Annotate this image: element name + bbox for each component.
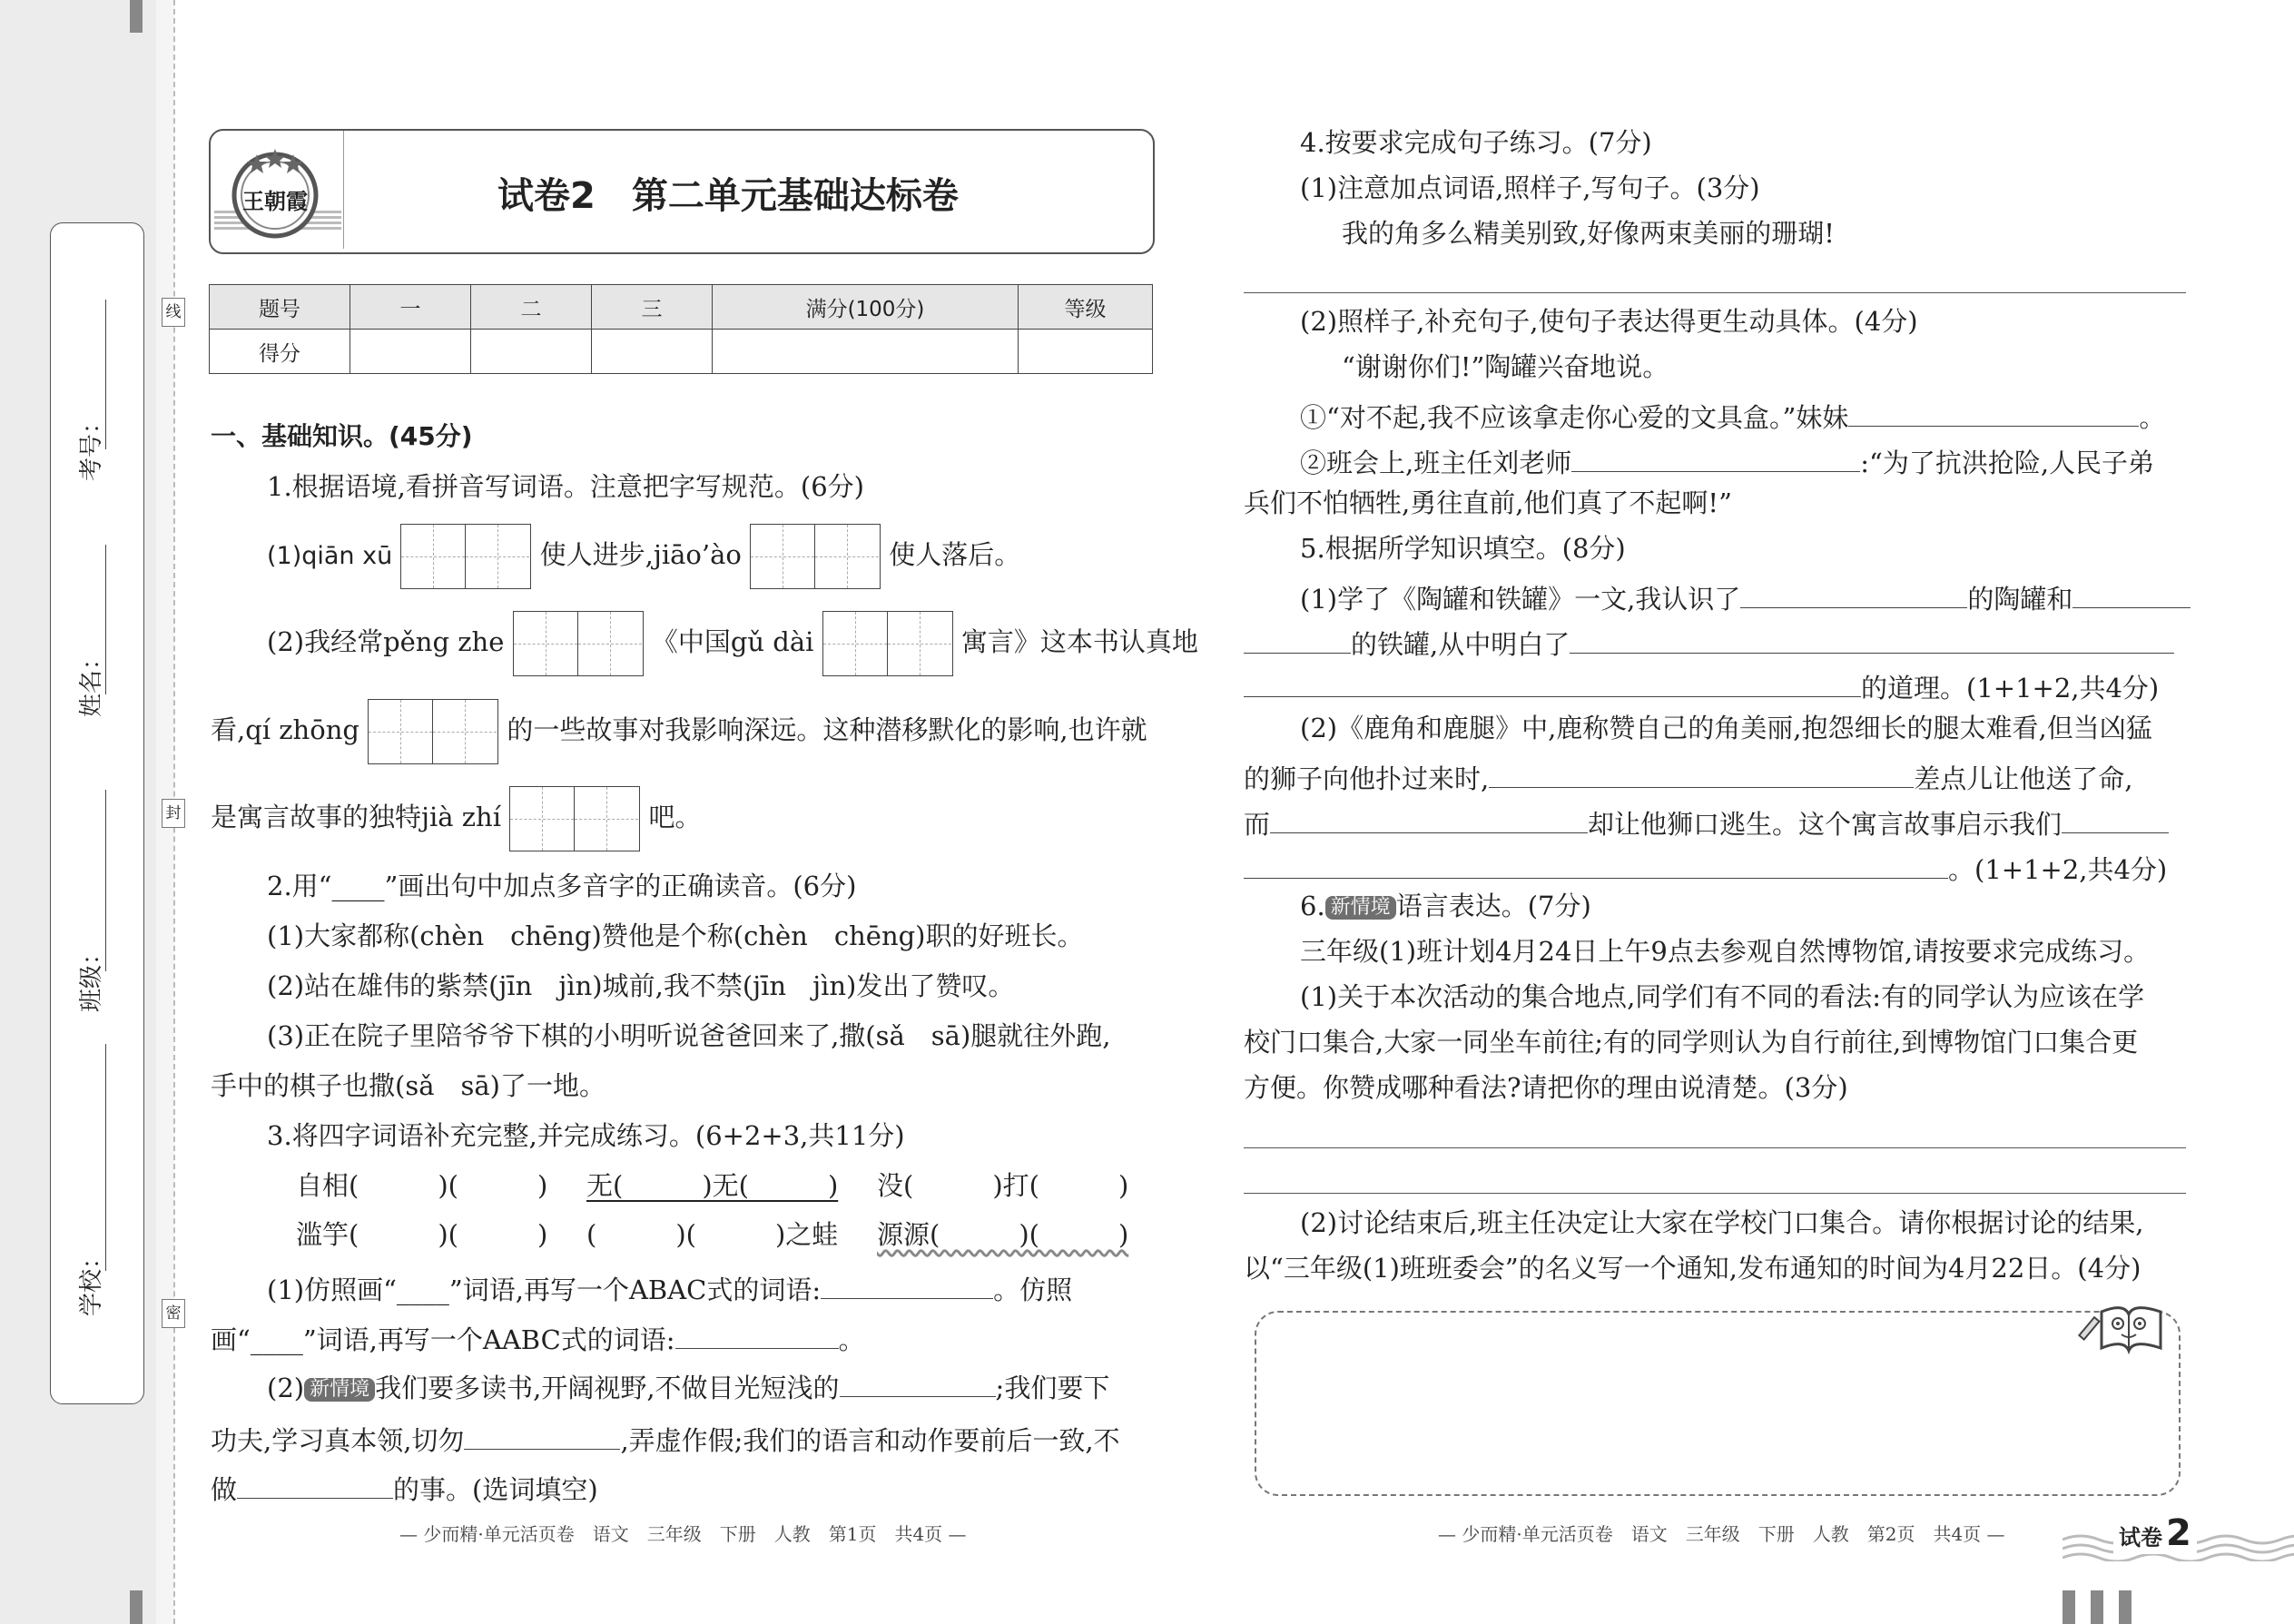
q3-sub-1b-text: 画“____”词语,再写一个AABC式的词语: xyxy=(211,1324,675,1355)
q5-text: 却让他狮口逃生。这个寓言故事启示我们 xyxy=(1588,809,2063,840)
question-2: 2.用“____”画出句中加点多音字的正确读音。(6分) xyxy=(267,871,857,901)
answer-line[interactable] xyxy=(1244,1193,2186,1194)
answer-blank[interactable] xyxy=(1571,445,1860,472)
q4-item-1: (1)注意加点词语,照样子,写句子。(3分) xyxy=(1300,172,1760,203)
q2-item-1: (1)大家都称(chèn chēng)赞他是个称(chèn chēng)职的好班长。 xyxy=(267,920,1084,951)
q4-item-2a xyxy=(1300,399,2165,431)
name-field[interactable] xyxy=(105,545,106,694)
score-header: 一 xyxy=(350,285,471,330)
binding-mark xyxy=(130,1590,143,1624)
question-6 xyxy=(1300,893,1591,920)
q4-item-2c: 兵们不怕牺牲,勇往直前,他们真了不起啊!” xyxy=(1244,487,1732,518)
answer-blank[interactable] xyxy=(675,1322,839,1349)
q3-sub-2b xyxy=(211,1422,1120,1454)
book-pencil-icon xyxy=(2074,1298,2174,1362)
answer-blank[interactable] xyxy=(1244,851,1948,879)
writing-grid[interactable] xyxy=(400,524,531,589)
q1-line-3 xyxy=(211,699,1147,764)
q3-sub-2c-text: 的事。(选词填空) xyxy=(393,1474,598,1505)
answer-blank[interactable] xyxy=(2062,806,2169,833)
question-4: 4.按要求完成句子练习。(7分) xyxy=(1300,127,1652,158)
right-footer: — 少而精·单元活页卷 语文 三年级 下册 人教 第2页 共4页 — xyxy=(1438,1523,2005,1545)
q3-sub-2b-text: 功夫,学习真本领,切勿 xyxy=(211,1425,465,1456)
q3-sub-2-num: (2) xyxy=(267,1373,305,1403)
idiom-5[interactable]: ( )( )之蛙 xyxy=(586,1219,839,1250)
header-logo-divider xyxy=(343,131,344,249)
idiom-2[interactable]: 无( )无( ) xyxy=(586,1170,839,1201)
answer-line[interactable] xyxy=(1244,1147,2186,1148)
q1-line-4 xyxy=(211,786,701,851)
q3-sub-1-text: 。仿照 xyxy=(993,1275,1073,1305)
idiom-3[interactable]: 没( )打( ) xyxy=(877,1170,1129,1201)
q1-text-2: 使人落后。 xyxy=(889,539,1021,570)
answer-blank[interactable] xyxy=(237,1471,393,1499)
logo xyxy=(225,145,325,245)
score-row-label: 得分 xyxy=(210,330,350,374)
notice-writing-box[interactable] xyxy=(1255,1311,2181,1496)
question-3: 3.将四字词语补充完整,并完成练习。(6+2+3,共11分) xyxy=(267,1120,905,1151)
q1-line-1 xyxy=(267,524,1020,589)
page-label-text: 试卷 xyxy=(2119,1525,2162,1550)
score-header: 二 xyxy=(471,285,592,330)
cut-seal-label: 封 xyxy=(162,799,185,828)
q4-example-2: “谢谢你们!”陶罐兴奋地说。 xyxy=(1342,351,1669,382)
cut-line-label: 线 xyxy=(162,298,185,327)
q4-item-2b xyxy=(1300,445,2154,477)
q3-sub-1b-text: 。 xyxy=(838,1324,865,1355)
q5-item-1 xyxy=(1300,581,2191,613)
q1-line-2 xyxy=(267,611,1198,676)
q1-text-7: 的一些故事对我影响深远。这种潜移默化的影响,也许就 xyxy=(507,714,1147,745)
q1-text-3: (2)我经常pěng zhe xyxy=(267,626,505,657)
score-cell[interactable] xyxy=(1019,330,1153,374)
idiom-4[interactable]: 滥竽( )( ) xyxy=(296,1219,548,1250)
q2-item-2: (2)站在雄伟的紫禁(jīn jìn)城前,我不禁(jīn jìn)发出了赞叹。 xyxy=(267,970,1015,1001)
q1-pinyin-1: (1)qiān xū xyxy=(267,542,393,570)
q6-text: 语言表达。(7分) xyxy=(1395,891,1591,921)
class-label: 班级： xyxy=(78,940,105,1012)
answer-blank[interactable] xyxy=(1740,581,1967,608)
name-label: 姓名： xyxy=(78,645,105,717)
answer-line[interactable] xyxy=(1244,292,2186,293)
score-cell[interactable] xyxy=(350,330,471,374)
cut-secret-label: 密 xyxy=(162,1299,185,1328)
q4-item-2b-text2: :“为了抗洪抢险,人民子弟 xyxy=(1860,448,2155,478)
answer-blank[interactable] xyxy=(1489,761,1914,788)
exam-no-label: 考号： xyxy=(78,409,105,481)
binding-mark xyxy=(2119,1590,2132,1624)
q6-item-1c: 方便。你赞成哪种看法?请把你的理由说清楚。(3分) xyxy=(1244,1072,1848,1103)
writing-grid[interactable] xyxy=(513,611,644,676)
q2-item-4: 手中的棋子也撒(sǎ sā)了一地。 xyxy=(211,1070,605,1101)
class-field[interactable] xyxy=(105,790,106,971)
q3-sub-1-text: (1)仿照画“____”词语,再写一个ABAC式的词语: xyxy=(267,1275,822,1305)
q4-example-1-text: 我的角多么精美别致,好像两束美丽的珊瑚! xyxy=(1342,218,1835,249)
q5-text: 差点儿让他送了命, xyxy=(1914,763,2133,794)
q2-item-3: (3)正在院子里陪爷爷下棋的小明听说爸爸回来了,撒(sǎ sā)腿就往外跑, xyxy=(267,1020,1111,1051)
answer-blank[interactable] xyxy=(1848,399,2139,427)
q6-item-2a: (2)讨论结束后,班主任决定让大家在学校门口集合。请你根据讨论的结果, xyxy=(1300,1207,2144,1238)
q3-sub-2-text: ;我们要下 xyxy=(995,1373,1110,1403)
answer-blank[interactable] xyxy=(1270,806,1588,833)
q3-sub-2c-text: 做 xyxy=(211,1474,238,1505)
answer-blank[interactable] xyxy=(2072,581,2191,608)
score-header: 题号 xyxy=(210,285,350,330)
writing-grid[interactable] xyxy=(368,699,498,764)
q5-text: 的道理。(1+1+2,共4分) xyxy=(1861,673,2160,704)
score-header: 三 xyxy=(592,285,713,330)
binding-mark xyxy=(130,0,143,33)
answer-blank[interactable] xyxy=(1244,626,1351,654)
q4-item-2b-text: ②班会上,班主任刘老师 xyxy=(1300,448,1572,478)
score-header: 满分(100分) xyxy=(713,285,1019,330)
idiom-6[interactable]: 源源( )( ) xyxy=(877,1219,1129,1250)
binding-mark xyxy=(2063,1590,2075,1624)
q5-item-2c xyxy=(1244,806,2169,838)
q5-text: (1)学了《陶罐和铁罐》一文,我认识了 xyxy=(1300,584,1741,615)
score-cell[interactable] xyxy=(713,330,1019,374)
answer-blank[interactable] xyxy=(1570,626,2174,654)
q1-text-4: 《中国gǔ dài xyxy=(651,626,814,657)
q5-text: 的铁罐,从中明白了 xyxy=(1351,629,1570,660)
score-table xyxy=(209,284,1153,374)
writing-grid[interactable] xyxy=(509,786,640,851)
q1-text-1: 使人进步,jiāo’ào xyxy=(539,539,742,570)
q4-item-2a-text: ①“对不起,我不应该拿走你心爱的文具盒。”妹妹 xyxy=(1300,402,1849,433)
q3-sub-2-text: 我们要多读书,开阔视野,不做目光短浅的 xyxy=(375,1373,840,1403)
writing-grid[interactable] xyxy=(750,524,881,589)
q6-item-2b: 以“三年级(1)班班委会”的名义写一个通知,发布通知的时间为4月22日。(4分) xyxy=(1244,1253,2141,1284)
q6-item-1b: 校门口集合,大家一同坐车前往;有的同学则认为自行前往,到博物馆门口集合更 xyxy=(1244,1027,2139,1058)
q3-sub-2c xyxy=(211,1471,598,1503)
q3-sub-1 xyxy=(267,1272,1072,1304)
page-label xyxy=(2113,1512,2197,1554)
new-context-badge: 新情境 xyxy=(304,1378,375,1402)
answer-blank[interactable] xyxy=(464,1422,620,1450)
idiom-1[interactable]: 自相( )( ) xyxy=(296,1170,548,1201)
q5-text: 的狮子向他扑过来时, xyxy=(1244,763,1490,794)
q3-sub-2 xyxy=(267,1370,1109,1402)
q1-text-8: 是寓言故事的独特jià zhí xyxy=(211,802,502,832)
answer-blank[interactable] xyxy=(821,1272,993,1299)
school-label: 学校： xyxy=(78,1245,105,1316)
writing-grid[interactable] xyxy=(822,611,953,676)
q6-intro: 三年级(1)班计划4月24日上午9点去参观自然博物馆,请按要求完成练习。 xyxy=(1300,936,2151,967)
q5-item-1b xyxy=(1244,626,2174,658)
q6-num: 6. xyxy=(1300,891,1325,921)
score-header: 等级 xyxy=(1019,285,1153,330)
q5-text: 的陶罐和 xyxy=(1967,584,2073,615)
binding-mark xyxy=(2091,1590,2103,1624)
logo-text: 王朝霞 xyxy=(242,188,308,214)
new-context-badge: 新情境 xyxy=(1325,896,1396,920)
q5-item-2b xyxy=(1244,761,2132,792)
q5-text: 。(1+1+2,共4分) xyxy=(1948,854,2168,885)
school-field[interactable] xyxy=(105,1044,106,1271)
q5-item-2: (2)《鹿角和鹿腿》中,鹿称赞自己的角美丽,抱怨细长的腿太难看,但当凶猛 xyxy=(1300,713,2152,743)
score-cell[interactable] xyxy=(592,330,713,374)
q3-sub-2b-text: ,弄虚作假;我们的语言和动作要前后一致,不 xyxy=(620,1425,1120,1456)
q1-text-6: 看,qí zhōng xyxy=(211,714,359,745)
page-title: 试卷2 第二单元基础达标卷 xyxy=(497,175,959,217)
q5-item-2d xyxy=(1244,851,2167,883)
q5-item-1c xyxy=(1244,670,2159,702)
q1-text-5: 寓言》这本书认真地 xyxy=(960,626,1198,657)
answer-blank[interactable] xyxy=(840,1370,996,1397)
left-footer: — 少而精·单元活页卷 语文 三年级 下册 人教 第1页 共4页 — xyxy=(399,1523,967,1545)
q5-text: 而 xyxy=(1244,809,1271,840)
page-number: 2 xyxy=(2166,1512,2191,1554)
answer-blank[interactable] xyxy=(1244,670,1861,697)
q4-example-1 xyxy=(1342,218,1835,249)
question-5: 5.根据所学知识填空。(8分) xyxy=(1300,533,1626,564)
q4-item-2a-end: 。 xyxy=(2139,402,2166,433)
question-1: 1.根据语境,看拼音写词语。注意把字写规范。(6分) xyxy=(267,471,864,502)
q1-text-9: 吧。 xyxy=(648,802,702,832)
q3-sub-1b xyxy=(211,1322,865,1353)
score-cell[interactable] xyxy=(471,330,592,374)
q4-item-2: (2)照样子,补充句子,使句子表达得更生动具体。(4分) xyxy=(1300,306,1918,337)
student-info-box xyxy=(50,222,144,1404)
q6-item-1a: (1)关于本次活动的集合地点,同学们有不同的看法:有的同学认为应该在学 xyxy=(1300,981,2145,1012)
exam-no-field[interactable] xyxy=(105,300,106,449)
section-heading: 一、基础知识。(45分) xyxy=(211,421,473,451)
